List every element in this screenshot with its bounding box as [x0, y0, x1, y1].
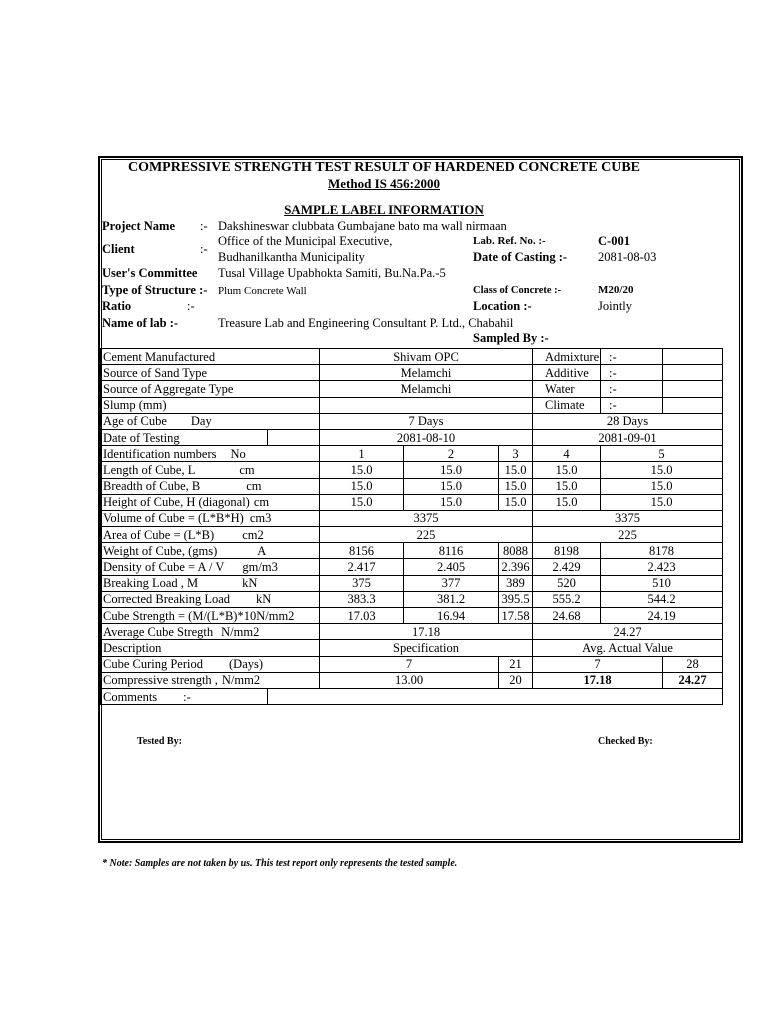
client-value-1: Office of the Municipal Executive, — [218, 234, 393, 248]
table-row — [101, 510, 723, 526]
height-label: Height of Cube, H (diagonal) — [103, 495, 250, 510]
climate-sep: :- — [601, 397, 663, 413]
table-row — [101, 559, 723, 575]
comments-sep: :- — [183, 689, 191, 704]
client-label: Client — [102, 242, 135, 256]
length-cell: 15.0 — [533, 462, 601, 478]
density-cell: 2.405 — [404, 559, 499, 575]
comp-cell: 17.18 — [533, 672, 663, 688]
curing-cell: 7 — [533, 656, 663, 672]
height-cell: 15.0 — [320, 494, 404, 510]
table-row — [101, 591, 723, 607]
table-row — [101, 381, 723, 397]
curing-label: Cube Curing Period — [103, 657, 203, 672]
class-label: Class of Concrete :- — [473, 285, 562, 296]
strength-cell: 16.94 — [404, 608, 499, 624]
comp-cell: 13.00 — [320, 672, 499, 688]
labref-value: C-001 — [598, 234, 630, 248]
breadth-cell: 15.0 — [499, 478, 533, 494]
location-value: Jointly — [598, 299, 633, 313]
load-cell: 510 — [601, 575, 723, 591]
weight-cell: 8088 — [499, 543, 533, 559]
curing-cell: 7 — [320, 656, 499, 672]
tested-by-label: Tested By: — [137, 736, 182, 747]
table-row — [101, 494, 723, 510]
slump-label: Slump (mm) — [101, 397, 320, 413]
load-cell: 389 — [499, 575, 533, 591]
corrected-cell: 395.5 — [499, 591, 533, 607]
footnote: * Note: Samples are not taken by us. This test report only represents the tested sample. — [102, 858, 458, 869]
table-row — [101, 365, 723, 381]
project-value: Dakshineswar clubbata Gumbajane bato ma wall nirmaan — [218, 219, 507, 233]
breadth-cell: 15.0 — [320, 478, 404, 494]
table-row — [101, 640, 723, 656]
load-unit: kN — [242, 576, 258, 591]
load-label: Breaking Load , M — [103, 576, 199, 591]
water-sep: :- — [601, 381, 663, 397]
location-label: Location :- — [473, 299, 532, 313]
spec-label: Specification — [320, 640, 533, 656]
client-sep: :- — [200, 242, 208, 256]
sand-label: Source of Sand Type — [101, 365, 320, 381]
additive-sep: :- — [601, 365, 663, 381]
desc-label: Description — [101, 640, 320, 656]
age-28: 28 Days — [533, 413, 723, 429]
height-cell: 15.0 — [499, 494, 533, 510]
weight-cell: 8156 — [320, 543, 404, 559]
admixture-label: Admixture — [533, 349, 601, 365]
area-7: 225 — [320, 527, 533, 543]
table-row — [101, 543, 723, 559]
strength-cell: 17.58 — [499, 608, 533, 624]
comp-cell: 20 — [499, 672, 533, 688]
id-cell: 2 — [404, 446, 499, 462]
aggregate-value: Melamchi — [320, 381, 533, 397]
sampled-label: Sampled By :- — [473, 331, 549, 345]
labref-label: Lab. Ref. No. :- — [473, 235, 546, 247]
strength-cell: 17.03 — [320, 608, 404, 624]
avg-28: 24.27 — [533, 624, 723, 640]
table-row — [101, 349, 723, 365]
water-label: Water — [533, 381, 601, 397]
id-cell: 4 — [533, 446, 601, 462]
table-row — [101, 429, 723, 445]
method-title: Method IS 456:2000 — [328, 176, 440, 191]
weight-cell: 8198 — [533, 543, 601, 559]
height-unit: cm — [253, 495, 270, 510]
corrected-label: Corrected Breaking Load — [103, 592, 231, 607]
table-row — [101, 575, 723, 591]
breadth-unit: cm — [246, 479, 262, 494]
height-cell: 15.0 — [601, 494, 723, 510]
corrected-cell: 381.2 — [404, 591, 499, 607]
table-row — [101, 624, 723, 640]
breadth-cell: 15.0 — [404, 478, 499, 494]
volume-label: Volume of Cube = (L*B*H) — [103, 511, 244, 526]
weight-cell: 8116 — [404, 543, 499, 559]
density-cell: 2.423 — [601, 559, 723, 575]
lab-value: Treasure Lab and Engineering Consultant P. Ltd., Chabahil — [218, 316, 514, 330]
age-7: 7 Days — [320, 413, 533, 429]
admixture-sep: :- — [601, 349, 663, 365]
casting-value: 2081-08-03 — [598, 250, 657, 264]
project-sep: :- — [200, 219, 208, 233]
volume-unit: cm3 — [249, 511, 272, 526]
age-unit: Day — [190, 414, 212, 429]
avg-label: Average Cube Stregth — [103, 624, 214, 639]
curing-unit: (Days) — [229, 657, 264, 672]
table-row — [101, 656, 723, 672]
weight-unit: A — [257, 543, 267, 558]
sand-value: Melamchi — [320, 365, 533, 381]
comments-label: Comments — [103, 689, 158, 704]
table-row — [101, 688, 723, 704]
weight-label: Weight of Cube, (gms) — [103, 543, 218, 558]
actual-label: Avg. Actual Value — [533, 640, 723, 656]
density-cell: 2.417 — [320, 559, 404, 575]
density-cell: 2.429 — [533, 559, 601, 575]
age-label: Age of Cube — [103, 414, 167, 429]
load-cell: 520 — [533, 575, 601, 591]
density-unit: gm/m3 — [242, 560, 278, 575]
avg-7: 17.18 — [320, 624, 533, 640]
testing-28: 2081-09-01 — [533, 429, 723, 445]
committee-value: Tusal Village Upabhokta Samiti, Bu.Na.Pa.-5 — [218, 266, 446, 280]
section-title: SAMPLE LABEL INFORMATION — [284, 202, 484, 217]
corrected-cell: 383.3 — [320, 591, 404, 607]
area-28: 225 — [533, 527, 723, 543]
report-title: COMPRESSIVE STRENGTH TEST RESULT OF HARDENED CONCRETE CUBE — [127, 160, 641, 175]
length-cell: 15.0 — [601, 462, 723, 478]
strength-label: Cube Strength = (M/(L*B)*10N/mm2 — [101, 608, 320, 624]
table-row — [101, 397, 723, 413]
table-row — [101, 478, 723, 494]
climate-label: Climate — [533, 397, 601, 413]
table-row — [101, 446, 723, 462]
id-cell: 3 — [499, 446, 533, 462]
committee-label: User's Committee — [102, 266, 198, 280]
load-cell: 375 — [320, 575, 404, 591]
length-label: Length of Cube, L — [103, 462, 196, 477]
table-row — [101, 413, 723, 429]
breadth-cell: 15.0 — [601, 478, 723, 494]
curing-cell: 21 — [499, 656, 533, 672]
id-cell: 5 — [601, 446, 723, 462]
breadth-label: Breadth of Cube, B — [103, 479, 201, 494]
checked-by-label: Checked By: — [598, 736, 653, 747]
aggregate-label: Source of Aggregate Type — [101, 381, 320, 397]
strength-cell: 24.68 — [533, 608, 601, 624]
casting-label: Date of Casting :- — [473, 250, 568, 264]
table-row — [101, 462, 723, 478]
volume-7: 3375 — [320, 510, 533, 526]
project-label: Project Name — [102, 219, 175, 233]
testing-7: 2081-08-10 — [320, 429, 533, 445]
corrected-cell: 544.2 — [601, 591, 723, 607]
client-value-2: Budhanilkantha Municipality — [218, 250, 365, 264]
structure-value: Plum Concrete Wall — [218, 285, 307, 297]
additive-label: Additive — [533, 365, 601, 381]
comp-cell: 24.27 — [663, 672, 723, 688]
ratio-label: Ratio — [102, 299, 132, 313]
table-row — [101, 527, 723, 543]
test-results-table — [100, 348, 723, 705]
testing-label: Date of Testing — [101, 429, 268, 445]
corrected-unit: kN — [256, 592, 272, 607]
area-unit: cm2 — [242, 527, 264, 542]
cement-label: Cement Manufactured — [101, 349, 320, 365]
length-cell: 15.0 — [499, 462, 533, 478]
curing-cell: 28 — [663, 656, 723, 672]
id-unit: No — [230, 446, 246, 461]
id-cell: 1 — [320, 446, 404, 462]
cement-value: Shivam OPC — [320, 349, 533, 365]
lab-label: Name of lab :- — [102, 316, 179, 330]
volume-28: 3375 — [533, 510, 723, 526]
load-cell: 377 — [404, 575, 499, 591]
id-label: Identification numbers — [103, 446, 217, 461]
comp-label: Compressive strength , — [103, 673, 218, 688]
area-label: Area of Cube = (L*B) — [103, 527, 215, 542]
comp-unit: N/mm2 — [221, 673, 261, 688]
corrected-cell: 555.2 — [533, 591, 601, 607]
density-cell: 2.396 — [499, 559, 533, 575]
class-value: M20/20 — [598, 284, 634, 296]
height-cell: 15.0 — [404, 494, 499, 510]
length-cell: 15.0 — [320, 462, 404, 478]
length-unit: cm — [239, 462, 255, 477]
table-row — [101, 608, 723, 624]
structure-label: Type of Structure :- — [102, 283, 208, 297]
table-row — [101, 672, 723, 688]
weight-cell: 8178 — [601, 543, 723, 559]
avg-unit: N/mm2 — [221, 624, 260, 639]
strength-cell: 24.19 — [601, 608, 723, 624]
ratio-sep: :- — [187, 299, 195, 313]
breadth-cell: 15.0 — [533, 478, 601, 494]
density-label: Density of Cube = A / V — [103, 560, 225, 575]
length-cell: 15.0 — [404, 462, 499, 478]
height-cell: 15.0 — [533, 494, 601, 510]
